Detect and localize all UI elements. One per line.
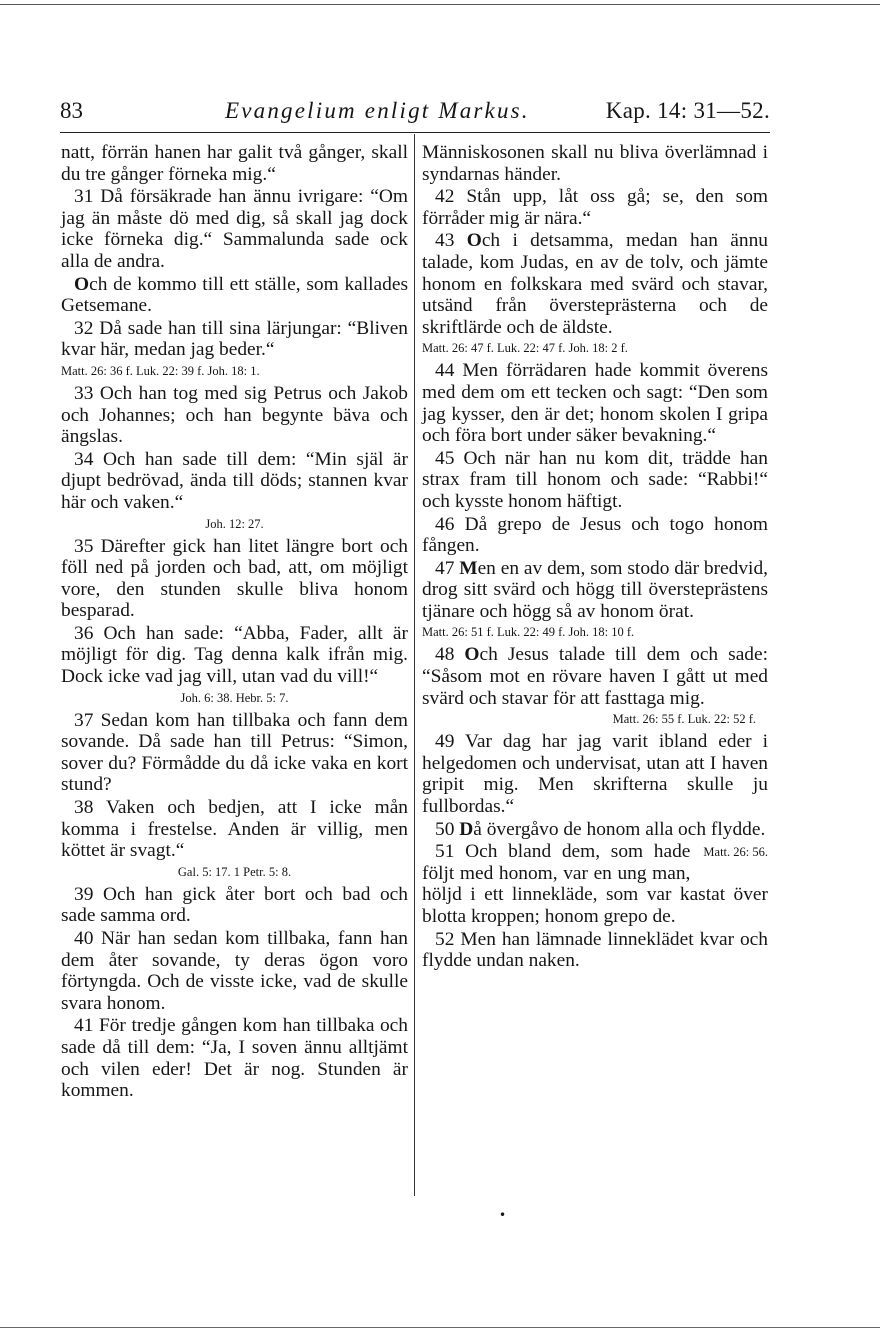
verse-text: 36 Och han sade: “Abba, Fader, allt är möjligt för dig. Tag denna kalk ifrån mig. Dock icke vad jag vill, utan vad du vill!“ xyxy=(61,622,408,688)
verse-paragraph xyxy=(61,1015,408,1101)
verse-text: 37 Sedan kom han tillbaka och fann dem sovande. Då sade han till Petrus: “Simon, sover du? Förmådde du då icke vaka en kort stund? xyxy=(61,709,408,796)
verse-paragraph xyxy=(422,186,768,229)
verse-text: en en av dem, som stodo där bredvid, drog sitt svärd och högg till översteprästens tjänare och högg så av honom örat. xyxy=(422,557,768,622)
verse-text: 34 Och han sade till dem: “Min själ är djupt bedrövad, ända till döds; stannen kvar här och vaken.“ xyxy=(61,448,408,513)
column-divider xyxy=(414,134,415,1196)
section-initial: O xyxy=(74,273,90,295)
cross-reference: Matt. 26: 36 f. Luk. 22: 39 f. Joh. 18: 1. xyxy=(61,363,260,378)
verse-paragraph xyxy=(61,186,408,272)
verse-paragraph xyxy=(422,558,768,623)
verse-text: 35 Därefter gick han litet längre bort och föll ned på jorden och bad, att, om möjligt vore, den stunden skulle bliva honom besparad. xyxy=(61,535,408,622)
verse-paragraph xyxy=(61,928,408,1014)
section-initial: D xyxy=(459,818,474,840)
verse-paragraph xyxy=(422,929,768,972)
right-text-column xyxy=(422,142,768,973)
verse-text: 46 Då grepo de Jesus och togo honom fången. xyxy=(422,513,768,557)
chapter-reference: Kap. 14: 31—52. xyxy=(605,98,770,123)
verse-text: 39 Och han gick åter bort och bad och sade samma ord. xyxy=(61,883,408,927)
verse-text: 40 När han sedan kom tillbaka, fann han dem åter sovande, ty deras ögon voro förtyngda. Och de visste icke, vad de skulle svara honom. xyxy=(61,928,408,1014)
verse-text: å övergåvo de honom alla och flydde. xyxy=(473,818,766,840)
verse-paragraph xyxy=(61,274,408,317)
section-initial: O xyxy=(464,644,480,666)
verse-text: natt, förrän hanen har galit två gånger, skall du tre gånger förneka mig.“ xyxy=(61,142,408,185)
verse-paragraph xyxy=(61,536,408,622)
verse-number: 43 xyxy=(435,230,467,252)
cross-reference: Joh. 12: 27. xyxy=(205,516,264,531)
section-initial: O xyxy=(466,230,482,252)
end-ornament-dot: • xyxy=(499,1208,507,1222)
verse-paragraph xyxy=(61,797,408,862)
verse-paragraph xyxy=(422,448,768,513)
verse-paragraph xyxy=(422,731,768,817)
verse-paragraph xyxy=(422,514,768,557)
verse-number: 47 xyxy=(435,557,460,579)
inline-cross-reference: Matt. 26: 56. xyxy=(703,845,768,860)
verse-text: 38 Vaken och bedjen, att I icke mån komma i frestelse. Anden är villig, men köttet är svagt.“ xyxy=(61,797,408,862)
verse-paragraph xyxy=(422,644,768,709)
verse-paragraph xyxy=(61,383,408,448)
verse-paragraph xyxy=(61,318,408,361)
verse-paragraph xyxy=(61,449,408,514)
bottom-page-rule xyxy=(0,1327,880,1328)
verse-text: 32 Då sade han till sina lärjungar: “Bliven kvar här, medan jag beder.“ xyxy=(61,317,408,361)
verse-text: 49 Var dag har jag varit ibland eder i helgedomen och undervisat, utan att I haven gripit mig. Men skrifterna skulle ju fullbordas.“ xyxy=(422,731,768,818)
verse-paragraph xyxy=(422,818,768,860)
section-initial: M xyxy=(459,557,478,579)
verse-text: 42 Stån upp, låt oss gå; se, den som förråder mig är nära.“ xyxy=(422,186,768,229)
verse-text: 52 Men han lämnade linneklädet kvar och flydde undan naken. xyxy=(422,928,768,972)
verse-paragraph xyxy=(61,623,408,688)
verse-number: 48 xyxy=(435,644,465,666)
verse-number: 50 xyxy=(435,818,460,840)
running-title: Evangelium enligt Markus. xyxy=(225,98,530,123)
verse-text: ch de kommo till ett ställe, som kallades Getsemane. xyxy=(61,273,408,317)
verse-text: 33 Och han tog med sig Petrus och Jakob och Johannes; och han begynte bäva och ängslas. xyxy=(61,382,408,448)
cross-reference: Matt. 26: 55 f. Luk. 22: 52 f. xyxy=(612,712,756,727)
left-text-column xyxy=(61,142,408,1103)
cross-reference: Joh. 6: 38. Hebr. 5: 7. xyxy=(180,690,289,705)
verse-text: ch i detsamma, medan han ännu talade, kom Judas, en av de tolv, och jämte honom en folkskara med svärd och stavar, utsänd från översteprästerna och de skriftlärde och de äldste. xyxy=(422,230,769,338)
cross-reference: Matt. 26: 47 f. Luk. 22: 47 f. Joh. 18: 2 f. xyxy=(422,341,628,356)
verse-text: ch Jesus talade till dem och sade: “Såsom mot en rövare haven I gått ut med svärd och stavar för att fasttaga mig. xyxy=(422,644,768,709)
cross-reference: Matt. 26: 51 f. Luk. 22: 49 f. Joh. 18: 10 f. xyxy=(422,625,635,640)
verse-paragraph xyxy=(422,230,768,338)
verse-text: 51 Och bland dem, som hade följt med honom, var en ung man, höljd i ett linnekläde, som var kastat över blotta kroppen; honom grepo de. xyxy=(422,841,768,927)
verse-text: 45 Och när han nu kom dit, trädde han strax fram till honom och sade: “Rabbi!“ och kysste honom häftigt. xyxy=(422,447,768,512)
verse-paragraph xyxy=(61,884,408,927)
verse-text: Människosonen skall nu bliva överlämnad i syndarnas händer. xyxy=(422,142,768,185)
verse-paragraph xyxy=(422,142,768,185)
verse-text: 41 För tredje gången kom han tillbaka och sade då till dem: “Ja, I soven ännu alltjämt och vilen eder! Det är nog. Stunden är kommen. xyxy=(61,1015,408,1102)
verse-paragraph xyxy=(61,710,408,796)
verse-text: 31 Då försäkrade han ännu ivrigare: “Om jag än måste dö med dig, så skall jag dock icke förneka dig.“ Sammalunda sade ock alla de andra. xyxy=(61,186,408,272)
page-number: 83 xyxy=(60,98,83,123)
page-header xyxy=(60,98,770,133)
cross-reference: Gal. 5: 17. 1 Petr. 5: 8. xyxy=(177,864,292,879)
verse-text: 44 Men förrädaren hade kommit överens med dem om ett tecken och sagt: “Den som jag kysser, den är det; honom skolen I gripa och föra bort under säker bevakning.“ xyxy=(422,360,768,447)
verse-paragraph xyxy=(422,360,768,446)
verse-paragraph xyxy=(61,142,408,185)
top-page-rule xyxy=(0,4,880,5)
